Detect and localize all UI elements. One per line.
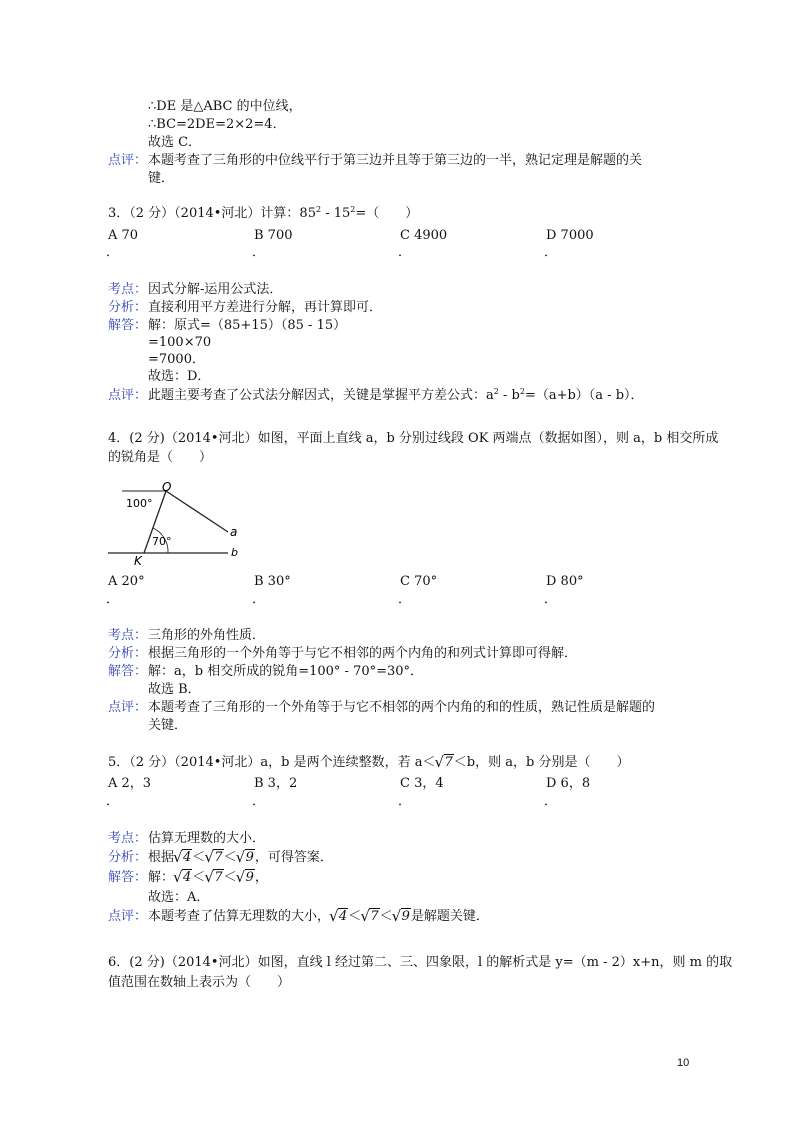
q5-fenxi-label: 分析： (108, 850, 148, 865)
q4-option-dot: ． (398, 592, 412, 607)
q5-dianping: 本题考查了估算无理数的大小，√ 4＜√ 7＜√ 9是解题关键． (148, 909, 489, 925)
q2-comment-2: 键． (148, 171, 175, 186)
q4-kaodian: 三角形的外角性质． (148, 628, 266, 643)
q3-stem: 3．（2 分）（2014•河北）计算：$85^2 - 15^2=$（ ） (108, 205, 419, 221)
q4-option-c: C 70° (400, 574, 438, 589)
q3-kaodian-label: 考点： (108, 282, 148, 297)
q5-jieda-1: 解：√ 4＜√ 7＜√ 9， (148, 870, 268, 886)
q5-stem: 5．（2 分）（2014•河北）a，b 是两个连续整数，若 a＜√ 7＜b，则 a，b 分别是（ ） (108, 755, 629, 771)
q3-option-c: C 4900 (400, 228, 448, 243)
q3-fenxi: 直接利用平方差进行分解，再计算即可． (148, 300, 383, 315)
label-angle-70: 70° (152, 535, 172, 548)
q2-line-2: ∴BC=2DE=2×2=4． (148, 117, 286, 132)
q4-figure (100, 474, 260, 566)
q5-option-c: C 3，4 (400, 776, 444, 791)
q5-option-dot: ． (544, 794, 558, 809)
q5-fenxi: 根据√ 4＜√ 7＜√ 9，可得答案． (148, 850, 333, 866)
q3-kaodian: 因式分解-运用公式法． (148, 282, 283, 297)
q4-option-dot: ． (106, 592, 120, 607)
label-k: K (134, 554, 142, 566)
q4-jieda-1: 解：a，b 相交所成的锐角=100° - 70°=30°． (148, 664, 424, 679)
q4-option-a: A 20° (108, 574, 145, 589)
label-a: a (230, 525, 238, 539)
q4-option-dot: ． (252, 592, 266, 607)
q2-choice: 故选 C． (148, 135, 202, 150)
page-number: 10 (677, 1057, 690, 1069)
q4-dianping-label: 点评： (108, 700, 148, 715)
q3-fenxi-label: 分析： (108, 300, 148, 315)
q4-option-b: B 30° (254, 574, 291, 589)
q3-option-d: D 7000 (546, 228, 594, 243)
q5-option-a: A 2，3 (108, 776, 152, 791)
q3-jieda-1: 解：原式=（85+15）（85 - 15） (148, 318, 347, 333)
q6-stem-1: 6．(2 分)（2014•河北）如图，直线 l 经过第二、三、四象限，l 的解析式是 y=（m - 2）x+n，则 m 的取 (108, 955, 733, 970)
q5-option-d: D 6，8 (546, 776, 591, 791)
q5-option-dot: ． (106, 794, 120, 809)
q3-option-dot: ． (106, 245, 120, 260)
q5-option-dot: ． (398, 794, 412, 809)
q4-stem-1: 4．(2 分)（2014•河北）如图，平面上直线 a，b 分别过线段 OK 两端点（数据如图），则 a，b 相交所成 (108, 431, 719, 446)
q6-stem-2: 值范围在数轴上表示为（ ） (108, 975, 291, 990)
q4-stem-2: 的锐角是（ ） (108, 450, 213, 465)
q4-dianping-1: 本题考查了三角形的一个外角等于与它不相邻的两个内角的和的性质，熟记性质是解题的 (148, 700, 656, 715)
q4-jieda-label: 解答： (108, 664, 148, 679)
label-b: b (231, 546, 238, 559)
q4-fenxi-label: 分析： (108, 646, 148, 661)
q3-jieda-4: 故选：D． (148, 369, 211, 384)
q4-fenxi: 根据三角形的一个外角等于与它不相邻的两个内角的和列式计算即可得解． (148, 646, 578, 661)
q3-jieda-2: =100×70 (148, 335, 212, 350)
q3-dianping: 此题主要考查了公式法分解因式，关键是掌握平方差公式：$a^2 - b^2=(a+b)(a - b)$． (148, 387, 644, 403)
sqrt-7: √ 7 (436, 755, 454, 771)
q5-jieda-label: 解答： (108, 870, 148, 885)
q3-option-b: B 700 (254, 228, 293, 243)
q4-kaodian-label: 考点： (108, 628, 148, 643)
q5-kaodian: 估算无理数的大小． (148, 831, 266, 846)
q3-jieda-label: 解答： (108, 318, 148, 333)
q5-option-dot: ． (252, 794, 266, 809)
q3-option-dot: ． (398, 245, 412, 260)
q4-option-dot: ． (544, 592, 558, 607)
q3-jieda-3: =7000． (148, 352, 205, 367)
q4-option-d: D 80° (546, 574, 584, 589)
q4-dianping-2: 关键． (148, 718, 188, 733)
q4-jieda-2: 故选 B． (148, 682, 201, 697)
q5-kaodian-label: 考点： (108, 831, 148, 846)
q5-option-b: B 3，2 (254, 776, 298, 791)
q3-option-a: A 70 (108, 228, 139, 243)
q3-option-dot: ． (252, 245, 266, 260)
q3-dianping-label: 点评： (108, 388, 148, 403)
q3-option-dot: ． (544, 245, 558, 260)
q5-jieda-2: 故选：A． (148, 890, 210, 905)
line-a (166, 491, 228, 532)
q2-comment-label: 点评： (108, 153, 148, 168)
q5-dianping-label: 点评： (108, 909, 148, 924)
q2-comment-1: 本题考查了三角形的中位线平行于第三边并且等于第三边的一半，熟记定理是解题的关 (148, 153, 643, 168)
q2-line-1: ∴DE 是△ABC 的中位线， (148, 99, 302, 114)
label-angle-100: 100° (126, 497, 153, 510)
label-o: O (162, 480, 172, 494)
